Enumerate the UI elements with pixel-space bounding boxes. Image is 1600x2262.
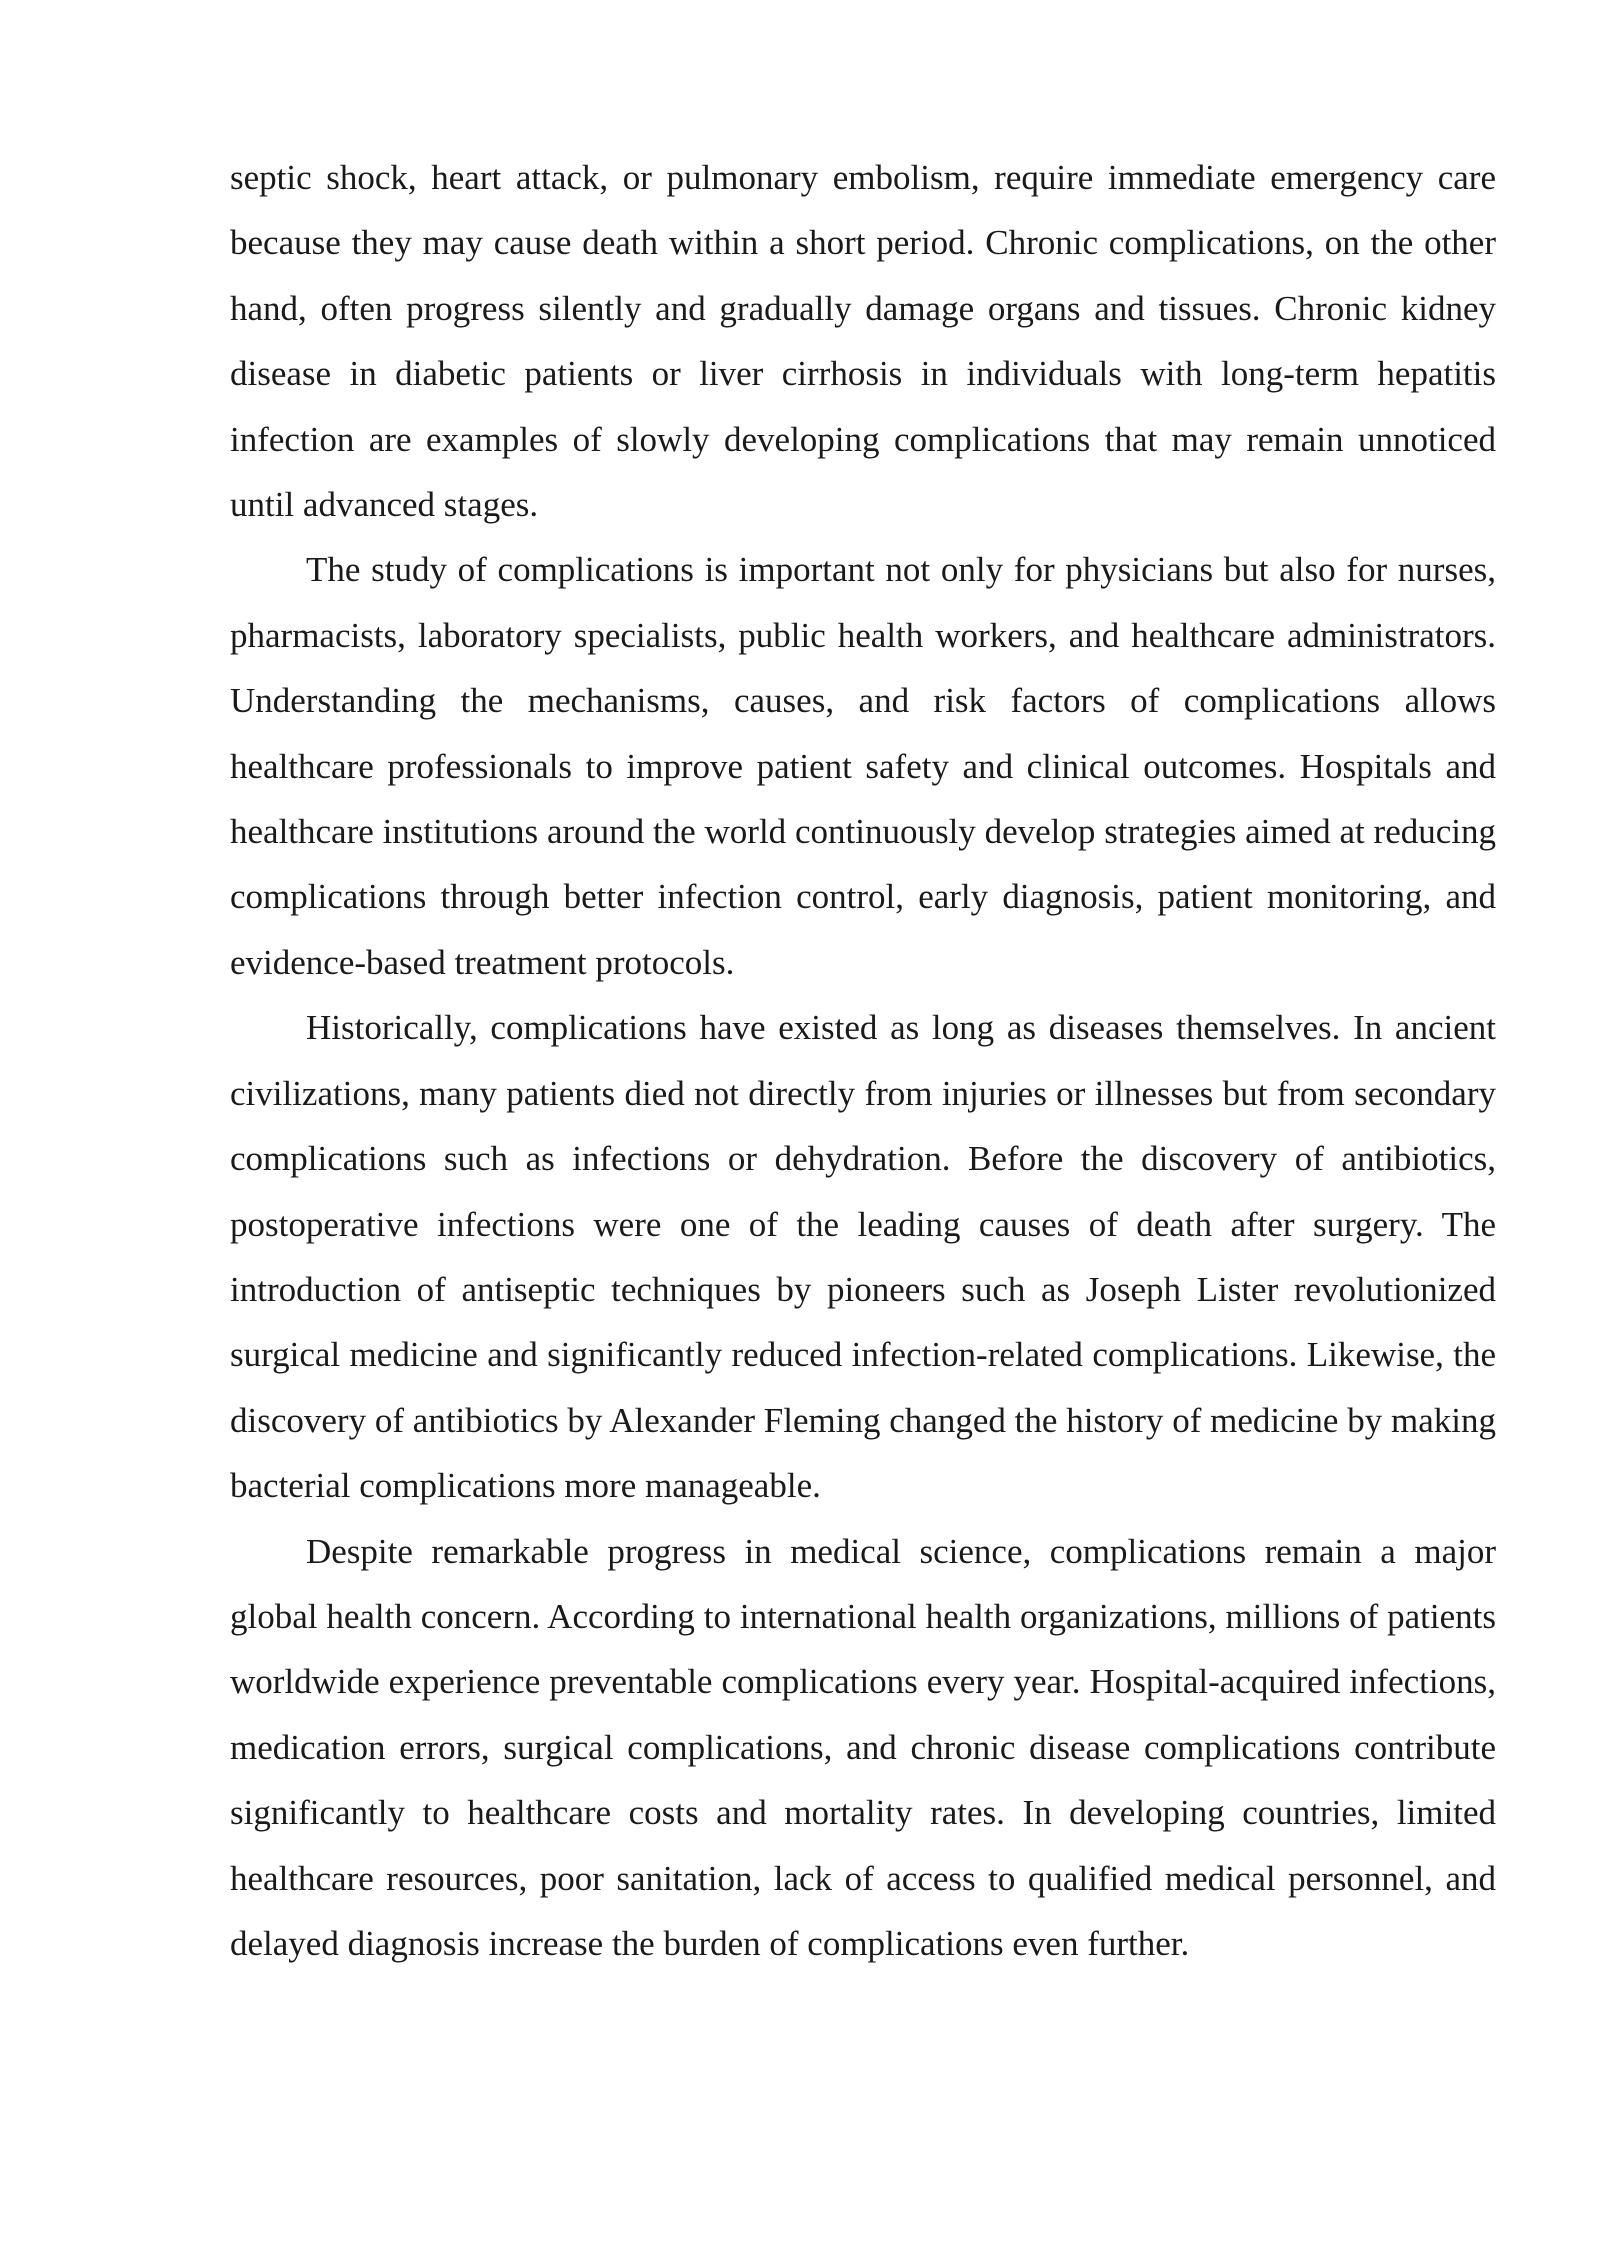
paragraph-global-health-concern: Despite remarkable progress in medical science, complications remain a major global health concern. According to international health organizations, millions of patients worldwide experience preventable complications every year. Hospital-acquired infections, medication errors, surgical complications, and chronic disease complications contribute significantly to healthcare costs and mortality rates. In developing countries, limited healthcare resources, poor sanitation, lack of access to qualified medical personnel, and delayed diagnosis increase the burden of complications even further. [230, 1531, 1496, 1963]
paragraph-septic-shock: septic shock, heart attack, or pulmonary embolism, require immediate emergency care because they may cause death within a short period. Chronic complications, on the other hand, often progress silently and gradually damage organs and tissues. Chronic kidney disease in diabetic patients or liver cirrhosis in individuals with long-term hepatitis infection are examples of slowly developing complications that may remain unnoticed until advanced stages. [230, 158, 1496, 525]
body-text [230, 145, 1496, 1976]
paragraph-history-of-complications: Historically, complications have existed as long as diseases themselves. In ancient civilizations, many patients died not directly from injuries or illnesses but from secondary complications such as infections or dehydration. Before the discovery of antibiotics, postoperative infections were one of the leading causes of death after surgery. The introduction of antiseptic techniques by pioneers such as Joseph Lister revolutionized surgical medicine and significantly reduced infection-related complications. Likewise, the discovery of antibiotics by Alexander Fleming changed the history of medicine by making bacterial complications more manageable. [230, 1008, 1496, 1506]
paragraph-study-of-complications: The study of complications is important not only for physicians but also for nurses, pharmacists, laboratory specialists, public health workers, and healthcare administrators. Understanding the mechanisms, causes, and risk factors of complications allows healthcare professionals to improve patient safety and clinical outcomes. Hospitals and healthcare institutions around the world continuously develop strategies aimed at reducing complications through better infection control, early diagnosis, patient monitoring, and evidence-based treatment protocols. [230, 550, 1496, 982]
